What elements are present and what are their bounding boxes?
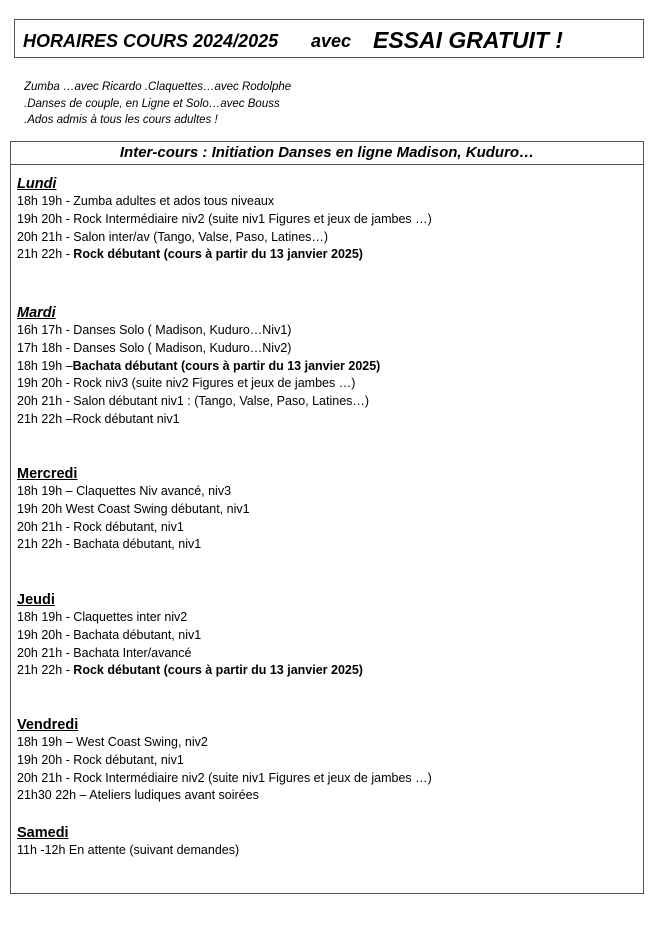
day-lines	[17, 609, 363, 680]
day-name: Samedi	[17, 825, 69, 841]
schedule-line: 18h 19h - Zumba adultes et ados tous niveaux	[17, 194, 275, 208]
day-name: Mercredi	[17, 466, 78, 482]
teachers-line: .Ados admis à tous les cours adultes !	[24, 114, 218, 126]
day-name: Vendredi	[17, 717, 79, 733]
day-lines	[17, 734, 432, 805]
day-name: Jeudi	[17, 592, 55, 608]
schedule-line: 20h 21h - Salon inter/av (Tango, Valse, Paso, Latines…)	[17, 229, 329, 244]
schedule-line: 19h 20h - Rock débutant, niv1	[17, 752, 184, 767]
title-box	[14, 19, 644, 58]
title-free-trial: ESSAI GRATUIT !	[373, 27, 563, 53]
schedule-line	[17, 246, 432, 264]
day-mercredi	[17, 465, 250, 554]
teachers-info	[24, 79, 291, 129]
day-name: Mardi	[17, 305, 56, 321]
day-jeudi	[17, 591, 363, 680]
schedule-line-time: 21h 22h -	[17, 247, 74, 262]
schedule-line: 21h 22h - Bachata débutant, niv1	[17, 537, 202, 552]
schedule-line: 20h 21h - Bachata Inter/avancé	[17, 645, 192, 660]
schedule-line: 21h30 22h – Ateliers ludiques avant soirées	[17, 788, 259, 803]
day-lines	[17, 842, 239, 860]
title-avec: avec	[311, 31, 352, 51]
schedule-line: 21h 22h –Rock débutant niv1	[17, 411, 180, 426]
schedule-line: 20h 21h - Rock débutant, niv1	[17, 519, 184, 534]
schedule-line: 11h -12h En attente (suivant demandes)	[17, 843, 240, 857]
schedule-box	[10, 141, 644, 894]
schedule-line: 19h 20h - Bachata débutant, niv1	[17, 627, 202, 642]
schedule-line-highlight: Rock débutant (cours à partir du 13 janvier 2025)	[73, 247, 363, 262]
schedule-line: 16h 17h - Danses Solo ( Madison, Kuduro…Niv1)	[17, 323, 292, 337]
day-lines	[17, 483, 250, 554]
page-title: HORAIRES COURS 2024/2025	[23, 31, 279, 51]
schedule-line-highlight: Rock débutant (cours à partir du 13 janvier 2025)	[73, 663, 363, 678]
day-lines	[17, 322, 380, 429]
schedule-line: 19h 20h - Rock Intermédiaire niv2 (suite niv1 Figures et jeux de jambes …)	[17, 211, 432, 226]
day-lundi	[17, 175, 432, 264]
schedule-line: 19h 20h West Coast Swing débutant, niv1	[17, 501, 250, 516]
day-mardi	[17, 304, 380, 429]
schedule-line: 19h 20h - Rock niv3 (suite niv2 Figures et jeux de jambes …)	[17, 376, 356, 391]
schedule-line: 20h 21h - Salon débutant niv1 : (Tango, Valse, Paso, Latines…)	[17, 394, 370, 409]
teachers-line: .Danses de couple, en Ligne et Solo…avec Bouss	[24, 97, 280, 110]
schedule-line	[17, 662, 363, 680]
schedule-line: 18h 19h – West Coast Swing, niv2	[17, 735, 208, 749]
schedule-line-time: 21h 22h -	[17, 663, 74, 678]
schedule-line: 20h 21h - Rock Intermédiaire niv2 (suite niv1 Figures et jeux de jambes …)	[17, 770, 432, 785]
day-name: Lundi	[17, 176, 57, 192]
teachers-line: Zumba …avec Ricardo .Claquettes…avec Rodolphe	[24, 81, 292, 93]
day-samedi	[17, 824, 239, 860]
day-lines	[17, 193, 432, 264]
schedule-line	[17, 358, 380, 376]
day-vendredi	[17, 716, 432, 805]
schedule-line: 18h 19h - Claquettes inter niv2	[17, 610, 188, 624]
schedule-line-highlight: Bachata débutant (cours à partir du 13 janvier 2025)	[72, 358, 381, 373]
schedule-line: 18h 19h – Claquettes Niv avancé, niv3	[17, 484, 232, 498]
schedule-line-time: 18h 19h –	[17, 358, 73, 373]
schedule-line: 17h 18h - Danses Solo ( Madison, Kuduro…Niv2)	[17, 340, 292, 355]
intercours-banner: Inter-cours : Initiation Danses en ligne Madison, Kuduro…	[11, 142, 643, 165]
